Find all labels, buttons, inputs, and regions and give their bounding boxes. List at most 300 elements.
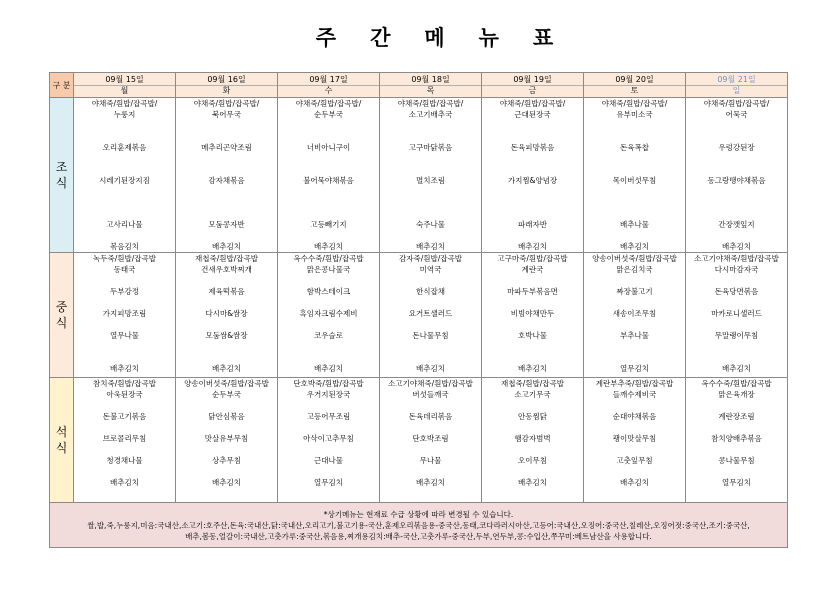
- menu-item: 배추김치: [722, 242, 751, 251]
- menu-item: [176, 352, 277, 363]
- menu-item: [380, 400, 481, 411]
- note-line-1: *상기메뉴는 현재료 수급 상황에 따라 변경될 수 있습니다.: [323, 509, 514, 519]
- menu-item: 우거지된장국: [306, 390, 351, 399]
- menu-item: [686, 297, 787, 308]
- menu-item: [278, 297, 379, 308]
- day-date: 09월 18일: [411, 74, 450, 84]
- menu-item: 야채죽/흰밥/잡곡밥/: [91, 99, 158, 108]
- menu-item: 제육떡볶음: [208, 287, 245, 296]
- menu-item: [482, 444, 583, 455]
- menu-item: 고춧잎무침: [616, 456, 653, 465]
- menu-item: [686, 230, 787, 241]
- menu-item: [278, 319, 379, 330]
- menu-item: 어묵국: [725, 110, 748, 119]
- menu-item: 비빔야채만두: [510, 309, 555, 318]
- menu-item: 아삭이고추무침: [303, 434, 354, 443]
- menu-item: 간장깻잎지: [718, 220, 755, 229]
- menu-item: [482, 275, 583, 286]
- menu-item: [584, 319, 685, 330]
- menu-item: [74, 444, 175, 455]
- menu-item: 코우슬로: [314, 331, 343, 340]
- day-date: 09월 15일: [105, 74, 144, 84]
- menu-item: [74, 319, 175, 330]
- menu-item: 단호박조림: [412, 434, 449, 443]
- menu-item: 배추김치: [620, 478, 649, 487]
- menu-cell: [686, 253, 788, 378]
- menu-item: [176, 120, 277, 131]
- menu-item: 콩나물무침: [718, 456, 755, 465]
- menu-item: 야채죽/흰밥/잡곡밥/: [499, 99, 566, 108]
- menu-item: 양송이버섯죽/흰밥/잡곡밥: [592, 254, 677, 263]
- menu-item: [686, 352, 787, 363]
- menu-item: 소고기야채죽/흰밥/잡곡밥: [694, 254, 779, 263]
- menu-item: [482, 400, 583, 411]
- menu-item: 모둠쌈&쌈장: [205, 331, 248, 340]
- menu-item: [584, 208, 685, 219]
- menu-item: 짜장불고기: [616, 287, 653, 296]
- menu-item: [74, 197, 175, 208]
- menu-item: [278, 153, 379, 164]
- menu-item: 상추무침: [212, 456, 241, 465]
- menu-cell: [482, 98, 584, 253]
- menu-item: [686, 400, 787, 411]
- menu-item: [74, 186, 175, 197]
- menu-cell: [176, 253, 278, 378]
- menu-item: 메추리곤약조림: [201, 143, 252, 152]
- menu-item: [278, 422, 379, 433]
- menu-cell: [380, 98, 482, 253]
- menu-item: 무말랭이무침: [714, 331, 759, 340]
- menu-item: [278, 275, 379, 286]
- day-of-week: 금: [482, 85, 583, 96]
- menu-item: 계란부추죽/흰밥/잡곡밥: [595, 379, 674, 388]
- menu-item: [278, 444, 379, 455]
- menu-item: 돈육폭찹: [620, 143, 649, 152]
- menu-item: 들깨수제비국: [612, 390, 657, 399]
- menu-item: 파래자반: [518, 220, 547, 229]
- menu-item: 고사리나물: [106, 220, 143, 229]
- menu-item: 배추김치: [212, 364, 241, 373]
- menu-item: [176, 400, 277, 411]
- menu-item: [74, 131, 175, 142]
- menu-item: [380, 444, 481, 455]
- menu-cell: [584, 378, 686, 503]
- menu-item: 돈불고기볶음: [102, 412, 147, 421]
- menu-item: 미역국: [419, 265, 442, 274]
- weekly-menu-table: [49, 72, 788, 548]
- menu-item: [278, 131, 379, 142]
- meal-label: 중 식: [50, 253, 74, 378]
- menu-item: 배추김치: [314, 364, 343, 373]
- menu-item: [380, 153, 481, 164]
- menu-item: 단호박죽/흰밥/잡곡밥: [293, 379, 364, 388]
- menu-item: [278, 208, 379, 219]
- menu-item: 양송이버섯죽/흰밥/잡곡밥: [184, 379, 269, 388]
- header-row: [50, 73, 788, 98]
- menu-item: 오리훈제볶음: [102, 143, 147, 152]
- menu-cell: [74, 98, 176, 253]
- menu-item: 감자죽/흰밥/잡곡밥: [398, 254, 462, 263]
- meal-row-lunch: [50, 253, 788, 378]
- menu-item: 참치양배추볶음: [711, 434, 762, 443]
- menu-item: 열무김치: [620, 364, 649, 373]
- day-header: [482, 73, 584, 98]
- menu-item: 배추김치: [416, 364, 445, 373]
- menu-item: [74, 466, 175, 477]
- menu-item: 고등어무조림: [306, 412, 351, 421]
- menu-item: 닭안심볶음: [208, 412, 245, 421]
- corner-label: 구 분: [50, 73, 74, 98]
- day-header: [278, 73, 380, 98]
- menu-item: [482, 164, 583, 175]
- day-date: 09월 16일: [207, 74, 246, 84]
- menu-item: 다시마감자국: [714, 265, 759, 274]
- menu-item: [482, 297, 583, 308]
- day-date: 09월 20일: [615, 74, 654, 84]
- menu-item: 야채죽/흰밥/잡곡밥/: [295, 99, 362, 108]
- menu-item: [380, 319, 481, 330]
- menu-item: [278, 466, 379, 477]
- menu-item: 고구마죽/흰밥/잡곡밥: [497, 254, 568, 263]
- menu-item: [74, 352, 175, 363]
- menu-cell: [176, 378, 278, 503]
- menu-item: [380, 297, 481, 308]
- menu-item: 배추나물: [620, 220, 649, 229]
- day-header: [584, 73, 686, 98]
- menu-item: [482, 186, 583, 197]
- menu-item: [482, 319, 583, 330]
- day-date: 09월 21일: [717, 74, 756, 84]
- menu-cell: [686, 98, 788, 253]
- menu-item: 아욱된장국: [106, 390, 143, 399]
- menu-item: 부추나물: [620, 331, 649, 340]
- day-header: [380, 73, 482, 98]
- menu-item: [74, 275, 175, 286]
- menu-item: [584, 444, 685, 455]
- menu-item: 배추김치: [110, 478, 139, 487]
- menu-item: 열무김치: [722, 478, 751, 487]
- menu-item: 배추김치: [620, 242, 649, 251]
- menu-item: [686, 466, 787, 477]
- menu-item: 맑은김치국: [616, 265, 653, 274]
- menu-item: [584, 275, 685, 286]
- day-date: 09월 17일: [309, 74, 348, 84]
- menu-item: 순두부국: [314, 110, 343, 119]
- menu-item: 누룽지: [113, 110, 136, 119]
- menu-item: 우렁강된장: [718, 143, 755, 152]
- meal-label: 석 식: [50, 378, 74, 503]
- menu-item: [584, 153, 685, 164]
- menu-cell: [584, 98, 686, 253]
- menu-item: 멸치조림: [416, 176, 445, 185]
- menu-item: [584, 164, 685, 175]
- menu-item: [584, 466, 685, 477]
- menu-item: 계란국: [521, 265, 544, 274]
- menu-item: 호박나물: [518, 331, 547, 340]
- menu-item: 요거트샐러드: [408, 309, 453, 318]
- menu-item: 함박스테이크: [306, 287, 351, 296]
- menu-item: [380, 208, 481, 219]
- menu-item: 가지피망조림: [102, 309, 147, 318]
- menu-item: [380, 186, 481, 197]
- page-title: 주간메뉴표: [315, 26, 588, 50]
- menu-item: 무나물: [419, 456, 442, 465]
- menu-item: [74, 164, 175, 175]
- menu-item: [176, 208, 277, 219]
- menu-item: [380, 197, 481, 208]
- menu-item: 순대야채볶음: [612, 412, 657, 421]
- day-header: [686, 73, 788, 98]
- note-row: [50, 503, 788, 548]
- menu-item: 마파두부볶음면: [507, 287, 558, 296]
- menu-item: [278, 230, 379, 241]
- menu-item: 볶음김치: [110, 242, 139, 251]
- menu-item: [686, 319, 787, 330]
- menu-item: [686, 131, 787, 142]
- menu-item: 북어무국: [212, 110, 241, 119]
- menu-item: [686, 153, 787, 164]
- menu-item: 두부강정: [110, 287, 139, 296]
- menu-item: [74, 297, 175, 308]
- menu-item: [380, 422, 481, 433]
- menu-item: 맑은콩나물국: [306, 265, 351, 274]
- menu-item: 재첩죽/흰밥/잡곡밥: [194, 254, 258, 263]
- menu-item: [584, 120, 685, 131]
- menu-item: 목이버섯무침: [612, 176, 657, 185]
- menu-item: 오이무침: [518, 456, 547, 465]
- menu-item: 햄감자범벅: [514, 434, 551, 443]
- menu-item: 안동찜닭: [518, 412, 547, 421]
- menu-item: 고등빼기지: [310, 220, 347, 229]
- menu-item: 모둠콩자반: [208, 220, 245, 229]
- menu-item: [278, 352, 379, 363]
- menu-item: [584, 197, 685, 208]
- menu-item: 소고기배추국: [408, 110, 453, 119]
- menu-cell: [278, 98, 380, 253]
- menu-item: 근대된장국: [514, 110, 551, 119]
- menu-item: [584, 230, 685, 241]
- menu-item: 순두부국: [212, 390, 241, 399]
- menu-item: 너비아니구이: [306, 143, 351, 152]
- day-of-week: 토: [584, 85, 685, 96]
- menu-item: 근대나물: [314, 456, 343, 465]
- menu-item: 옥수수죽/흰밥/잡곡밥: [293, 254, 364, 263]
- menu-item: 동그랑땡야채볶음: [707, 176, 766, 185]
- menu-item: [74, 230, 175, 241]
- menu-item: [380, 352, 481, 363]
- menu-cell: [686, 378, 788, 503]
- menu-item: [176, 230, 277, 241]
- menu-cell: [74, 378, 176, 503]
- menu-cell: [482, 378, 584, 503]
- menu-item: 다시마&쌈장: [205, 309, 248, 318]
- menu-item: 돈육피망볶음: [510, 143, 555, 152]
- menu-item: [482, 466, 583, 477]
- menu-item: 한식잡채: [416, 287, 445, 296]
- menu-item: [584, 131, 685, 142]
- menu-item: [380, 341, 481, 352]
- day-of-week: 화: [176, 85, 277, 96]
- menu-item: 옥수수죽/흰밥/잡곡밥: [701, 379, 772, 388]
- menu-item: 배추김치: [518, 478, 547, 487]
- day-date: 09월 19일: [513, 74, 552, 84]
- day-of-week: 수: [278, 85, 379, 96]
- menu-item: [686, 120, 787, 131]
- menu-cell: [482, 253, 584, 378]
- menu-item: [584, 341, 685, 352]
- menu-cell: [278, 378, 380, 503]
- menu-cell: [278, 253, 380, 378]
- menu-item: 참치죽/흰밥/잡곡밥: [92, 379, 156, 388]
- menu-item: [482, 352, 583, 363]
- menu-cell: [74, 253, 176, 378]
- menu-item: [584, 297, 685, 308]
- menu-item: 돈육데리볶음: [408, 412, 453, 421]
- menu-item: [482, 131, 583, 142]
- menu-item: [176, 422, 277, 433]
- menu-item: [482, 422, 583, 433]
- menu-item: [686, 275, 787, 286]
- menu-item: [686, 197, 787, 208]
- menu-item: 소고기야채죽/흰밥/잡곡밥: [388, 379, 473, 388]
- menu-item: 새송이조무침: [612, 309, 657, 318]
- day-of-week: 월: [74, 85, 175, 96]
- menu-item: 돈나물무침: [412, 331, 449, 340]
- note-line-3: 배추,봄동,얼갈이:국내산,고춧가루:중국산,볶음용,찌개용김치:배추-국산,고춧가루-중국산,두부,연두부,콩:수입산,쭈꾸미:베트남산을 사용합니다.: [185, 531, 652, 541]
- menu-item: [74, 120, 175, 131]
- menu-item: [74, 422, 175, 433]
- menu-item: 배추김치: [314, 242, 343, 251]
- menu-item: [176, 197, 277, 208]
- menu-item: [74, 400, 175, 411]
- menu-item: [686, 164, 787, 175]
- menu-item: 건새우호박찌개: [201, 265, 252, 274]
- menu-item: 배추김치: [722, 364, 751, 373]
- menu-item: [74, 208, 175, 219]
- menu-item: 배추김치: [212, 242, 241, 251]
- menu-item: 열무나물: [110, 331, 139, 340]
- menu-item: 야채죽/흰밥/잡곡밥/: [601, 99, 668, 108]
- menu-cell: [380, 378, 482, 503]
- menu-item: 버섯들깨국: [412, 390, 449, 399]
- menu-cell: [380, 253, 482, 378]
- menu-item: 소고기무국: [514, 390, 551, 399]
- menu-item: 재첩죽/흰밥/잡곡밥: [500, 379, 564, 388]
- day-of-week: 목: [380, 85, 481, 96]
- note-line-2: 쌀,밥,죽,누룽지,미음:국내산,소고기:호주산,돈육:국내산,닭:국내산,오리고기,불고기용-국산,훈제오리볶음용-중국산,동태,코다라러시아산,고등어:국내산,오징어:중국산,칠레산,오징어젓:중국산,조기:중국산,: [87, 520, 750, 530]
- menu-item: [686, 208, 787, 219]
- menu-item: 배추김치: [416, 478, 445, 487]
- menu-item: [482, 341, 583, 352]
- menu-item: 시레기된장지짐: [99, 176, 150, 185]
- menu-item: [482, 208, 583, 219]
- menu-item: [278, 341, 379, 352]
- menu-item: [176, 444, 277, 455]
- menu-item: [176, 164, 277, 175]
- menu-item: [278, 400, 379, 411]
- menu-item: [686, 444, 787, 455]
- menu-item: [380, 230, 481, 241]
- menu-item: 배추김치: [518, 364, 547, 373]
- menu-item: [584, 400, 685, 411]
- menu-item: [482, 120, 583, 131]
- menu-item: 유부미소국: [616, 110, 653, 119]
- day-header: [74, 73, 176, 98]
- menu-item: 브로콜리무침: [102, 434, 147, 443]
- menu-item: 배추김치: [110, 364, 139, 373]
- menu-body: [50, 98, 788, 503]
- menu-item: [176, 341, 277, 352]
- menu-item: [380, 164, 481, 175]
- menu-item: 흑임자크림수제비: [299, 309, 358, 318]
- menu-item: [380, 131, 481, 142]
- menu-item: 배추김치: [416, 242, 445, 251]
- menu-item: [482, 197, 583, 208]
- menu-item: [176, 275, 277, 286]
- origin-note: [50, 503, 788, 548]
- menu-item: [686, 422, 787, 433]
- menu-item: [176, 319, 277, 330]
- menu-item: [176, 153, 277, 164]
- menu-item: 야채죽/흰밥/잡곡밥/: [703, 99, 770, 108]
- menu-item: [380, 275, 481, 286]
- meal-row-dinner: [50, 378, 788, 503]
- menu-item: 동태국: [113, 265, 136, 274]
- menu-item: 숙주나물: [416, 220, 445, 229]
- menu-item: 야채죽/흰밥/잡곡밥/: [193, 99, 260, 108]
- menu-item: 고구마닭볶음: [408, 143, 453, 152]
- menu-item: [686, 341, 787, 352]
- menu-item: [278, 186, 379, 197]
- menu-item: 가지찜&양념장: [507, 176, 558, 185]
- menu-item: [176, 186, 277, 197]
- menu-item: [584, 186, 685, 197]
- menu-item: [176, 466, 277, 477]
- meal-row-breakfast: [50, 98, 788, 253]
- menu-item: 배추김치: [518, 242, 547, 251]
- menu-item: [380, 120, 481, 131]
- menu-item: [176, 131, 277, 142]
- menu-item: [278, 120, 379, 131]
- menu-item: 불어묵야채볶음: [303, 176, 354, 185]
- menu-item: [74, 153, 175, 164]
- menu-item: [482, 230, 583, 241]
- menu-item: 팽이맛살무침: [612, 434, 657, 443]
- menu-item: 감자채볶음: [208, 176, 245, 185]
- day-header: [176, 73, 278, 98]
- menu-cell: [584, 253, 686, 378]
- menu-item: [176, 297, 277, 308]
- meal-label: 조 식: [50, 98, 74, 253]
- menu-item: 돈육당면볶음: [714, 287, 759, 296]
- menu-item: [686, 186, 787, 197]
- menu-item: 계란장조림: [718, 412, 755, 421]
- menu-cell: [176, 98, 278, 253]
- menu-item: [278, 197, 379, 208]
- menu-item: [380, 466, 481, 477]
- menu-item: 열무김치: [314, 478, 343, 487]
- menu-item: 맛살유부무침: [204, 434, 249, 443]
- menu-item: 배추김치: [212, 478, 241, 487]
- menu-item: 녹두죽/흰밥/잡곡밥: [92, 254, 156, 263]
- menu-item: [74, 341, 175, 352]
- menu-item: 청경채나물: [106, 456, 143, 465]
- menu-item: 맑은육개장: [718, 390, 755, 399]
- menu-item: [584, 352, 685, 363]
- menu-item: [482, 153, 583, 164]
- menu-item: 야채죽/흰밥/잡곡밥/: [397, 99, 464, 108]
- day-of-week: 일: [686, 85, 787, 96]
